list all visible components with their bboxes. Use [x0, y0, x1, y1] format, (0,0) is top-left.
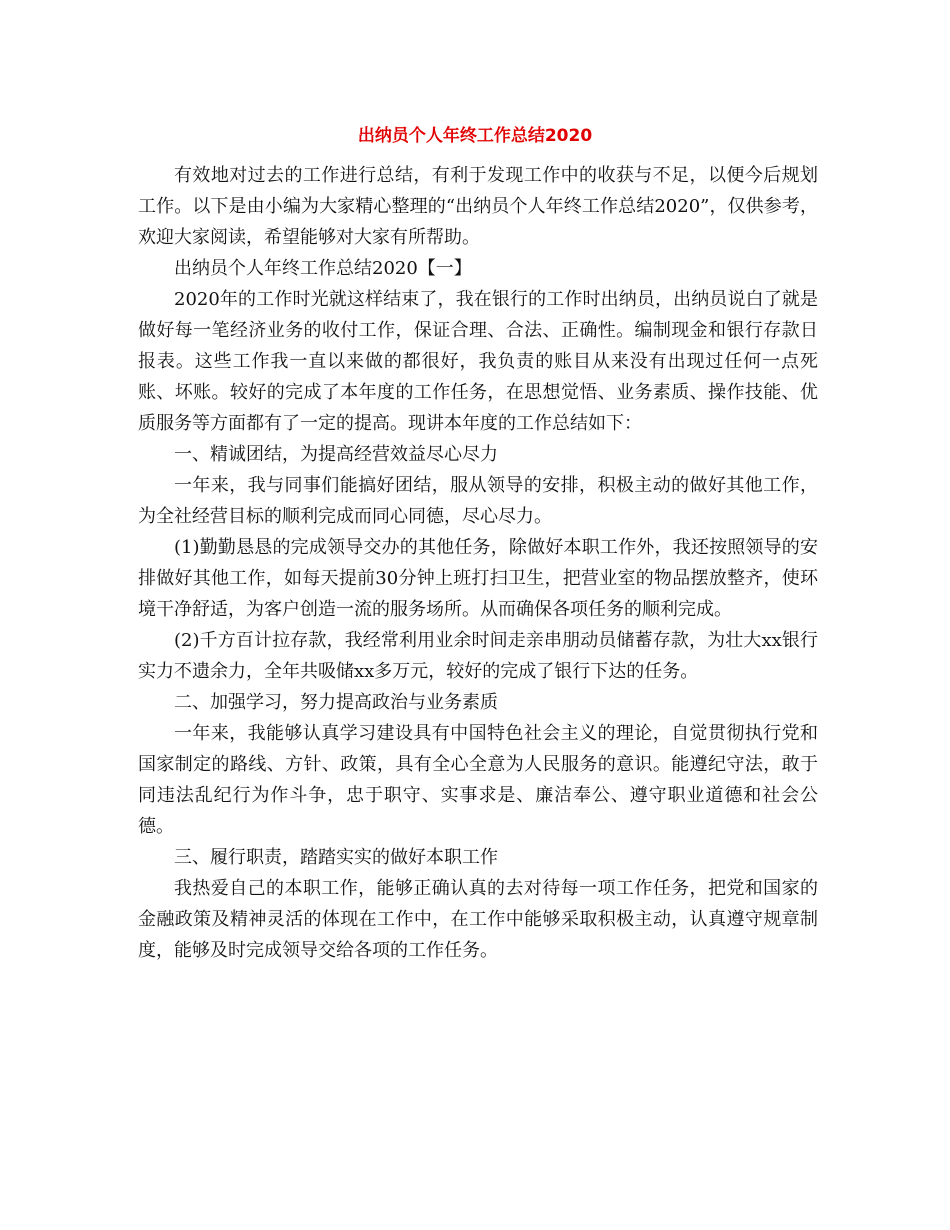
- body-paragraph: 2020年的工作时光就这样结束了，我在银行的工作时出纳员，出纳员说白了就是做好每一笔经济业务的收付工作，保证合理、合法、正确性。编制现金和银行存款日报表。这些工作我一直以来做的都很好，我负责的账目从来没有出现过任何一点死账、坏账。较好的完成了本年度的工作任务，在思想觉悟、业务素质、操作技能、优质服务等方面都有了一定的提高。现讲本年度的工作总结如下：: [138, 289, 818, 434]
- body-paragraph: (2)千方百计拉存款，我经常利用业余时间走亲串朋动员储蓄存款，为壮大xx银行实力不遗余力，全年共吸储xx多万元，较好的完成了银行下达的任务。: [138, 630, 818, 682]
- body-paragraph: 我热爱自己的本职工作，能够正确认真的去对待每一项工作任务，把党和国家的金融政策及精神灵活的体现在工作中，在工作中能够采取积极主动，认真遵守规章制度，能够及时完成领导交给各项的工作任务。: [138, 878, 818, 961]
- section-heading: 三、履行职责，踏踏实实的做好本职工作: [174, 847, 498, 868]
- section-heading: 二、加强学习，努力提高政治与业务素质: [174, 692, 498, 713]
- body-paragraph: (1)勤勤恳恳的完成领导交办的其他任务，除做好本职工作外，我还按照领导的安排做好其他工作，如每天提前30分钟上班打扫卫生，把营业室的物品摆放整齐，使环境干净舒适，为客户创造一流的服务场所。从而确保各项任务的顺利完成。: [138, 537, 818, 620]
- section-heading: 一、精诚团结，为提高经营效益尽心尽力: [174, 444, 498, 465]
- document-title: 出纳员个人年终工作总结2020: [357, 126, 593, 146]
- body-paragraph: 一年来，我与同事们能搞好团结，服从领导的安排，积极主动的做好其他工作，为全社经营目标的顺利完成而同心同德，尽心尽力。: [138, 475, 818, 527]
- document-body: [138, 160, 818, 966]
- section-heading-part-one: 出纳员个人年终工作总结2020【一】: [174, 258, 472, 279]
- intro-paragraph: 有效地对过去的工作进行总结，有利于发现工作中的收获与不足，以便今后规划工作。以下是由小编为大家精心整理的“出纳员个人年终工作总结2020”，仅供参考，欢迎大家阅读，希望能够对大家有所帮助。: [138, 165, 818, 248]
- body-paragraph: 一年来，我能够认真学习建设具有中国特色社会主义的理论，自觉贯彻执行党和国家制定的路线、方针、政策，具有全心全意为人民服务的意识。能遵纪守法，敢于同违法乱纪行为作斗争，忠于职守、实事求是、廉洁奉公、遵守职业道德和社会公德。: [138, 723, 818, 837]
